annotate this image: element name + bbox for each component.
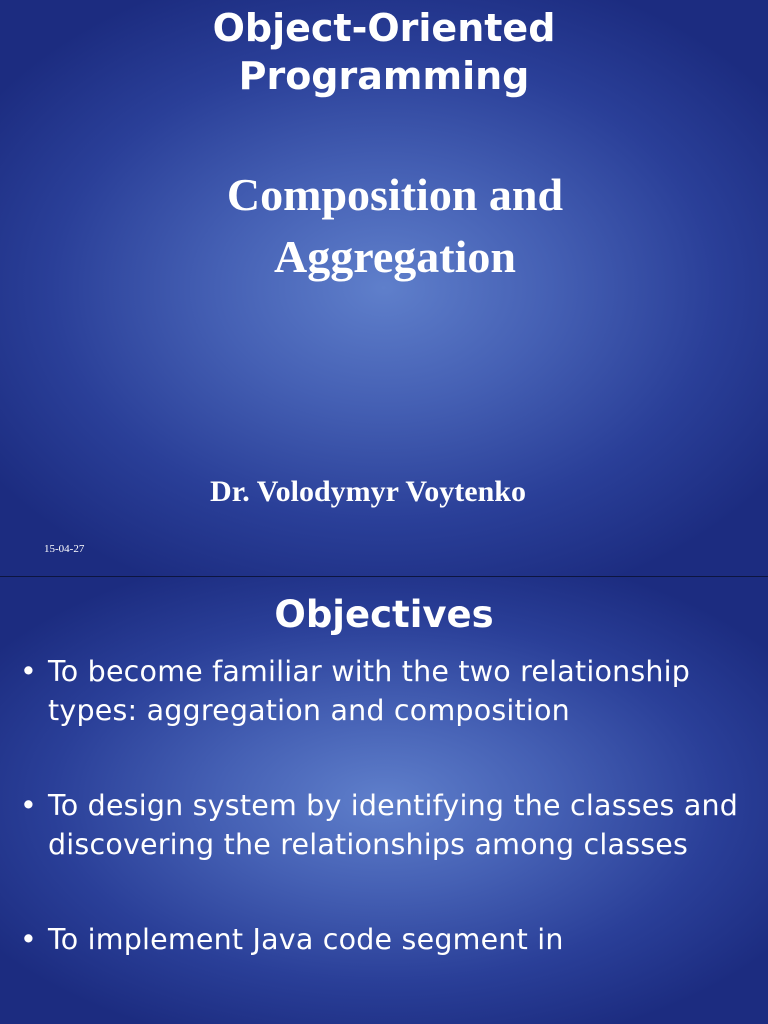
objective-text: To become familiar with the two relationship types: aggregation and composition	[48, 655, 691, 727]
slide-date: 15-04-27	[44, 543, 85, 555]
bullet-dot-icon: •	[20, 923, 38, 956]
bullet-dot-icon: •	[20, 789, 38, 822]
objective-item	[0, 653, 768, 730]
objectives-title: Objectives	[274, 593, 494, 636]
objective-item	[0, 787, 768, 864]
author-name: Dr. Volodymyr Voytenko	[210, 475, 526, 508]
slide-title-line-2: Programming	[238, 54, 530, 98]
slide-title-line-1: Object-Oriented	[212, 6, 556, 50]
objectives-list	[0, 653, 768, 1017]
bullet-dot-icon: •	[20, 655, 38, 688]
objective-text: To implement Java code segment in	[48, 923, 564, 956]
slide-title	[0, 4, 768, 100]
objective-text: To design system by identifying the classes and discovering the relationships among classes	[48, 789, 739, 861]
objectives-slide	[0, 577, 768, 1024]
objective-item	[0, 921, 768, 960]
slide-subtitle-line-2: Aggregation	[274, 231, 516, 282]
slide-subtitle-line-1: Composition and	[226, 169, 564, 220]
slide-subtitle	[0, 164, 768, 288]
